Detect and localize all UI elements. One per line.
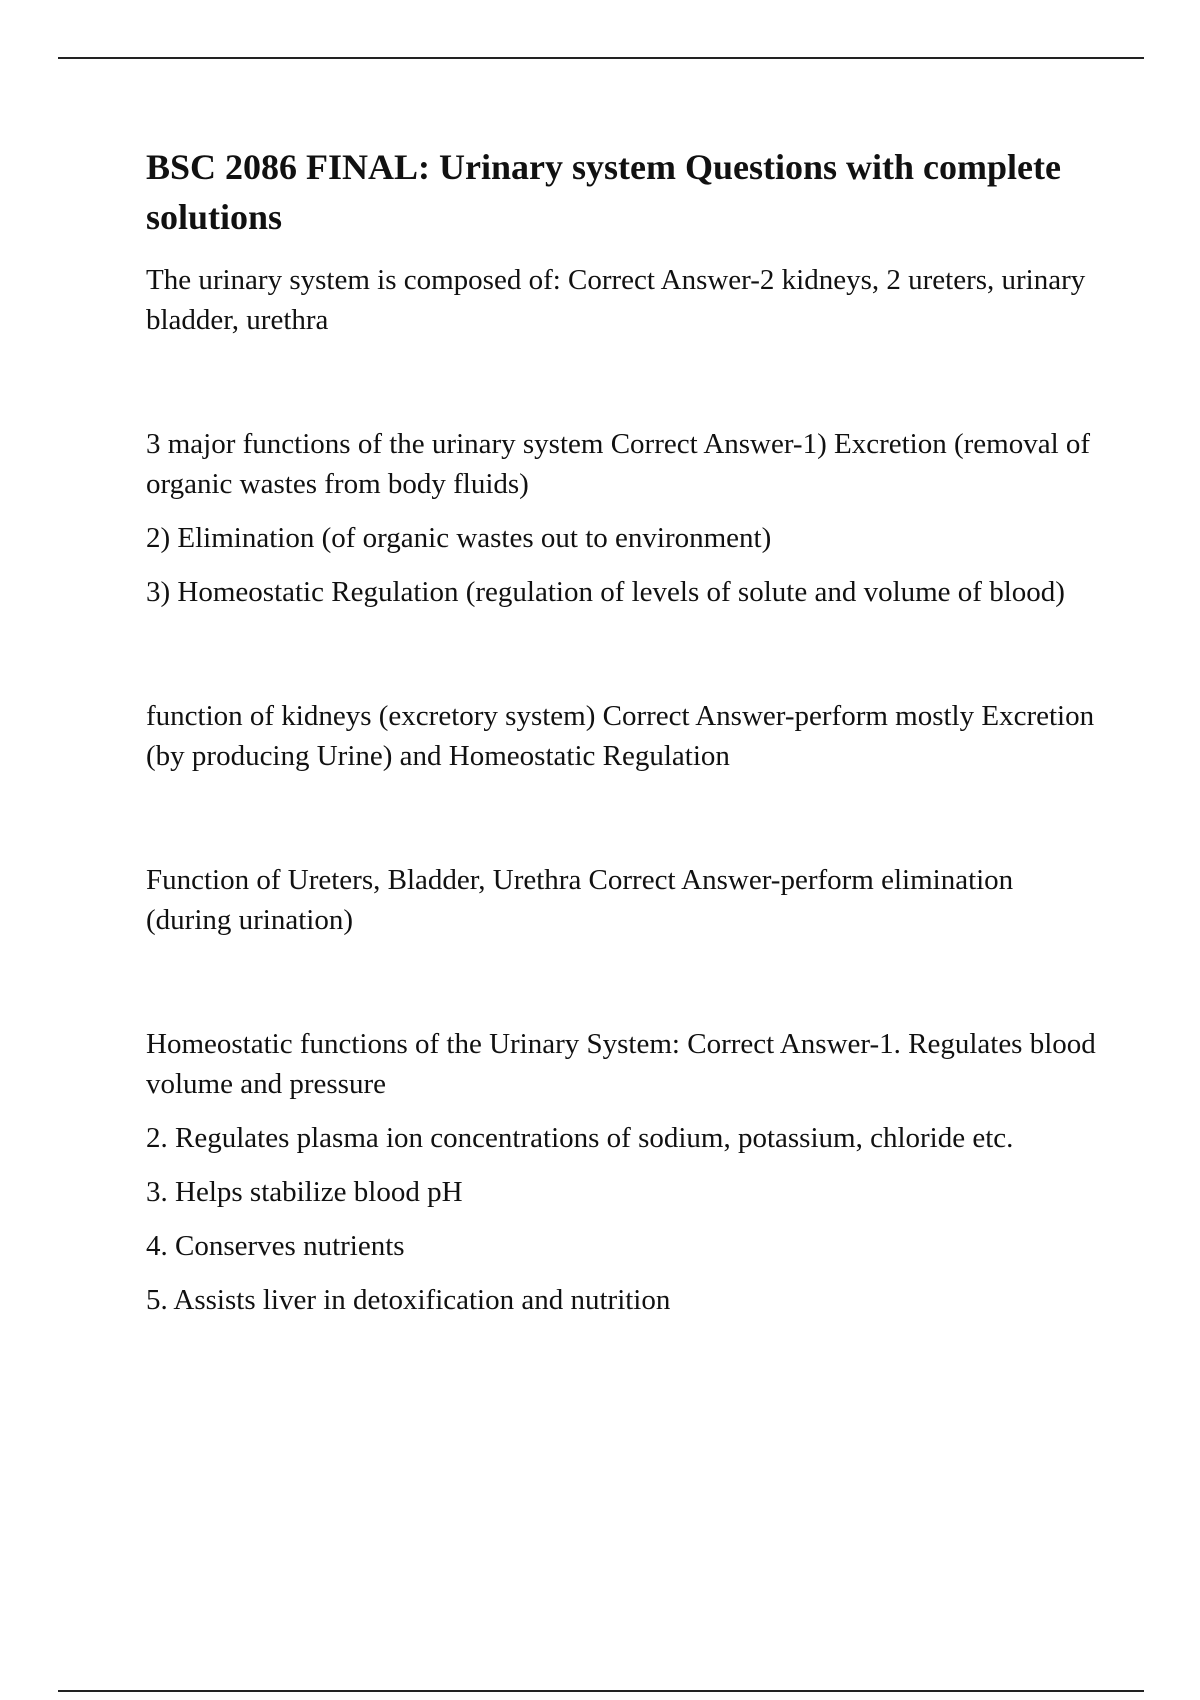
answer-paragraph: 5. Assists liver in detoxification and nutrition xyxy=(146,1284,671,1316)
answer-paragraph: function of kidneys (excretory system) Correct Answer-perform mostly Excretion (by producing Urine) and Homeostatic Regulation xyxy=(146,700,1095,772)
answer-paragraph: 3) Homeostatic Regulation (regulation of levels of solute and volume of blood) xyxy=(146,576,1065,608)
answer-paragraph: Homeostatic functions of the Urinary System: Correct Answer-1. Regulates blood volume and pressure xyxy=(146,1028,1096,1100)
answer-paragraph: Function of Ureters, Bladder, Urethra Correct Answer-perform elimination (during urination) xyxy=(146,864,1014,936)
entry-spacer xyxy=(146,954,1096,1024)
entry-spacer xyxy=(146,354,1096,424)
top-rule xyxy=(58,57,1144,59)
document-title: BSC 2086 FINAL: Urinary system Questions with complete solutions xyxy=(146,147,1061,237)
qa-entry xyxy=(146,1024,1096,1320)
document-body xyxy=(146,142,1096,1334)
qa-entry xyxy=(146,424,1096,612)
answer-paragraph: 4. Conserves nutrients xyxy=(146,1230,405,1262)
qa-entry xyxy=(146,260,1096,340)
qa-entry xyxy=(146,696,1096,776)
entry-spacer xyxy=(146,790,1096,860)
answer-paragraph: 3 major functions of the urinary system Correct Answer-1) Excretion (removal of organic wastes from body fluids) xyxy=(146,428,1091,500)
answer-paragraph: 3. Helps stabilize blood pH xyxy=(146,1176,463,1208)
answer-paragraph: The urinary system is composed of: Correct Answer-2 kidneys, 2 ureters, urinary bladder, urethra xyxy=(146,264,1086,336)
qa-entry xyxy=(146,860,1096,940)
entry-spacer xyxy=(146,626,1096,696)
answer-paragraph: 2. Regulates plasma ion concentrations of sodium, potassium, chloride etc. xyxy=(146,1122,1014,1154)
bottom-rule xyxy=(58,1690,1144,1692)
answer-paragraph: 2) Elimination (of organic wastes out to environment) xyxy=(146,522,772,554)
